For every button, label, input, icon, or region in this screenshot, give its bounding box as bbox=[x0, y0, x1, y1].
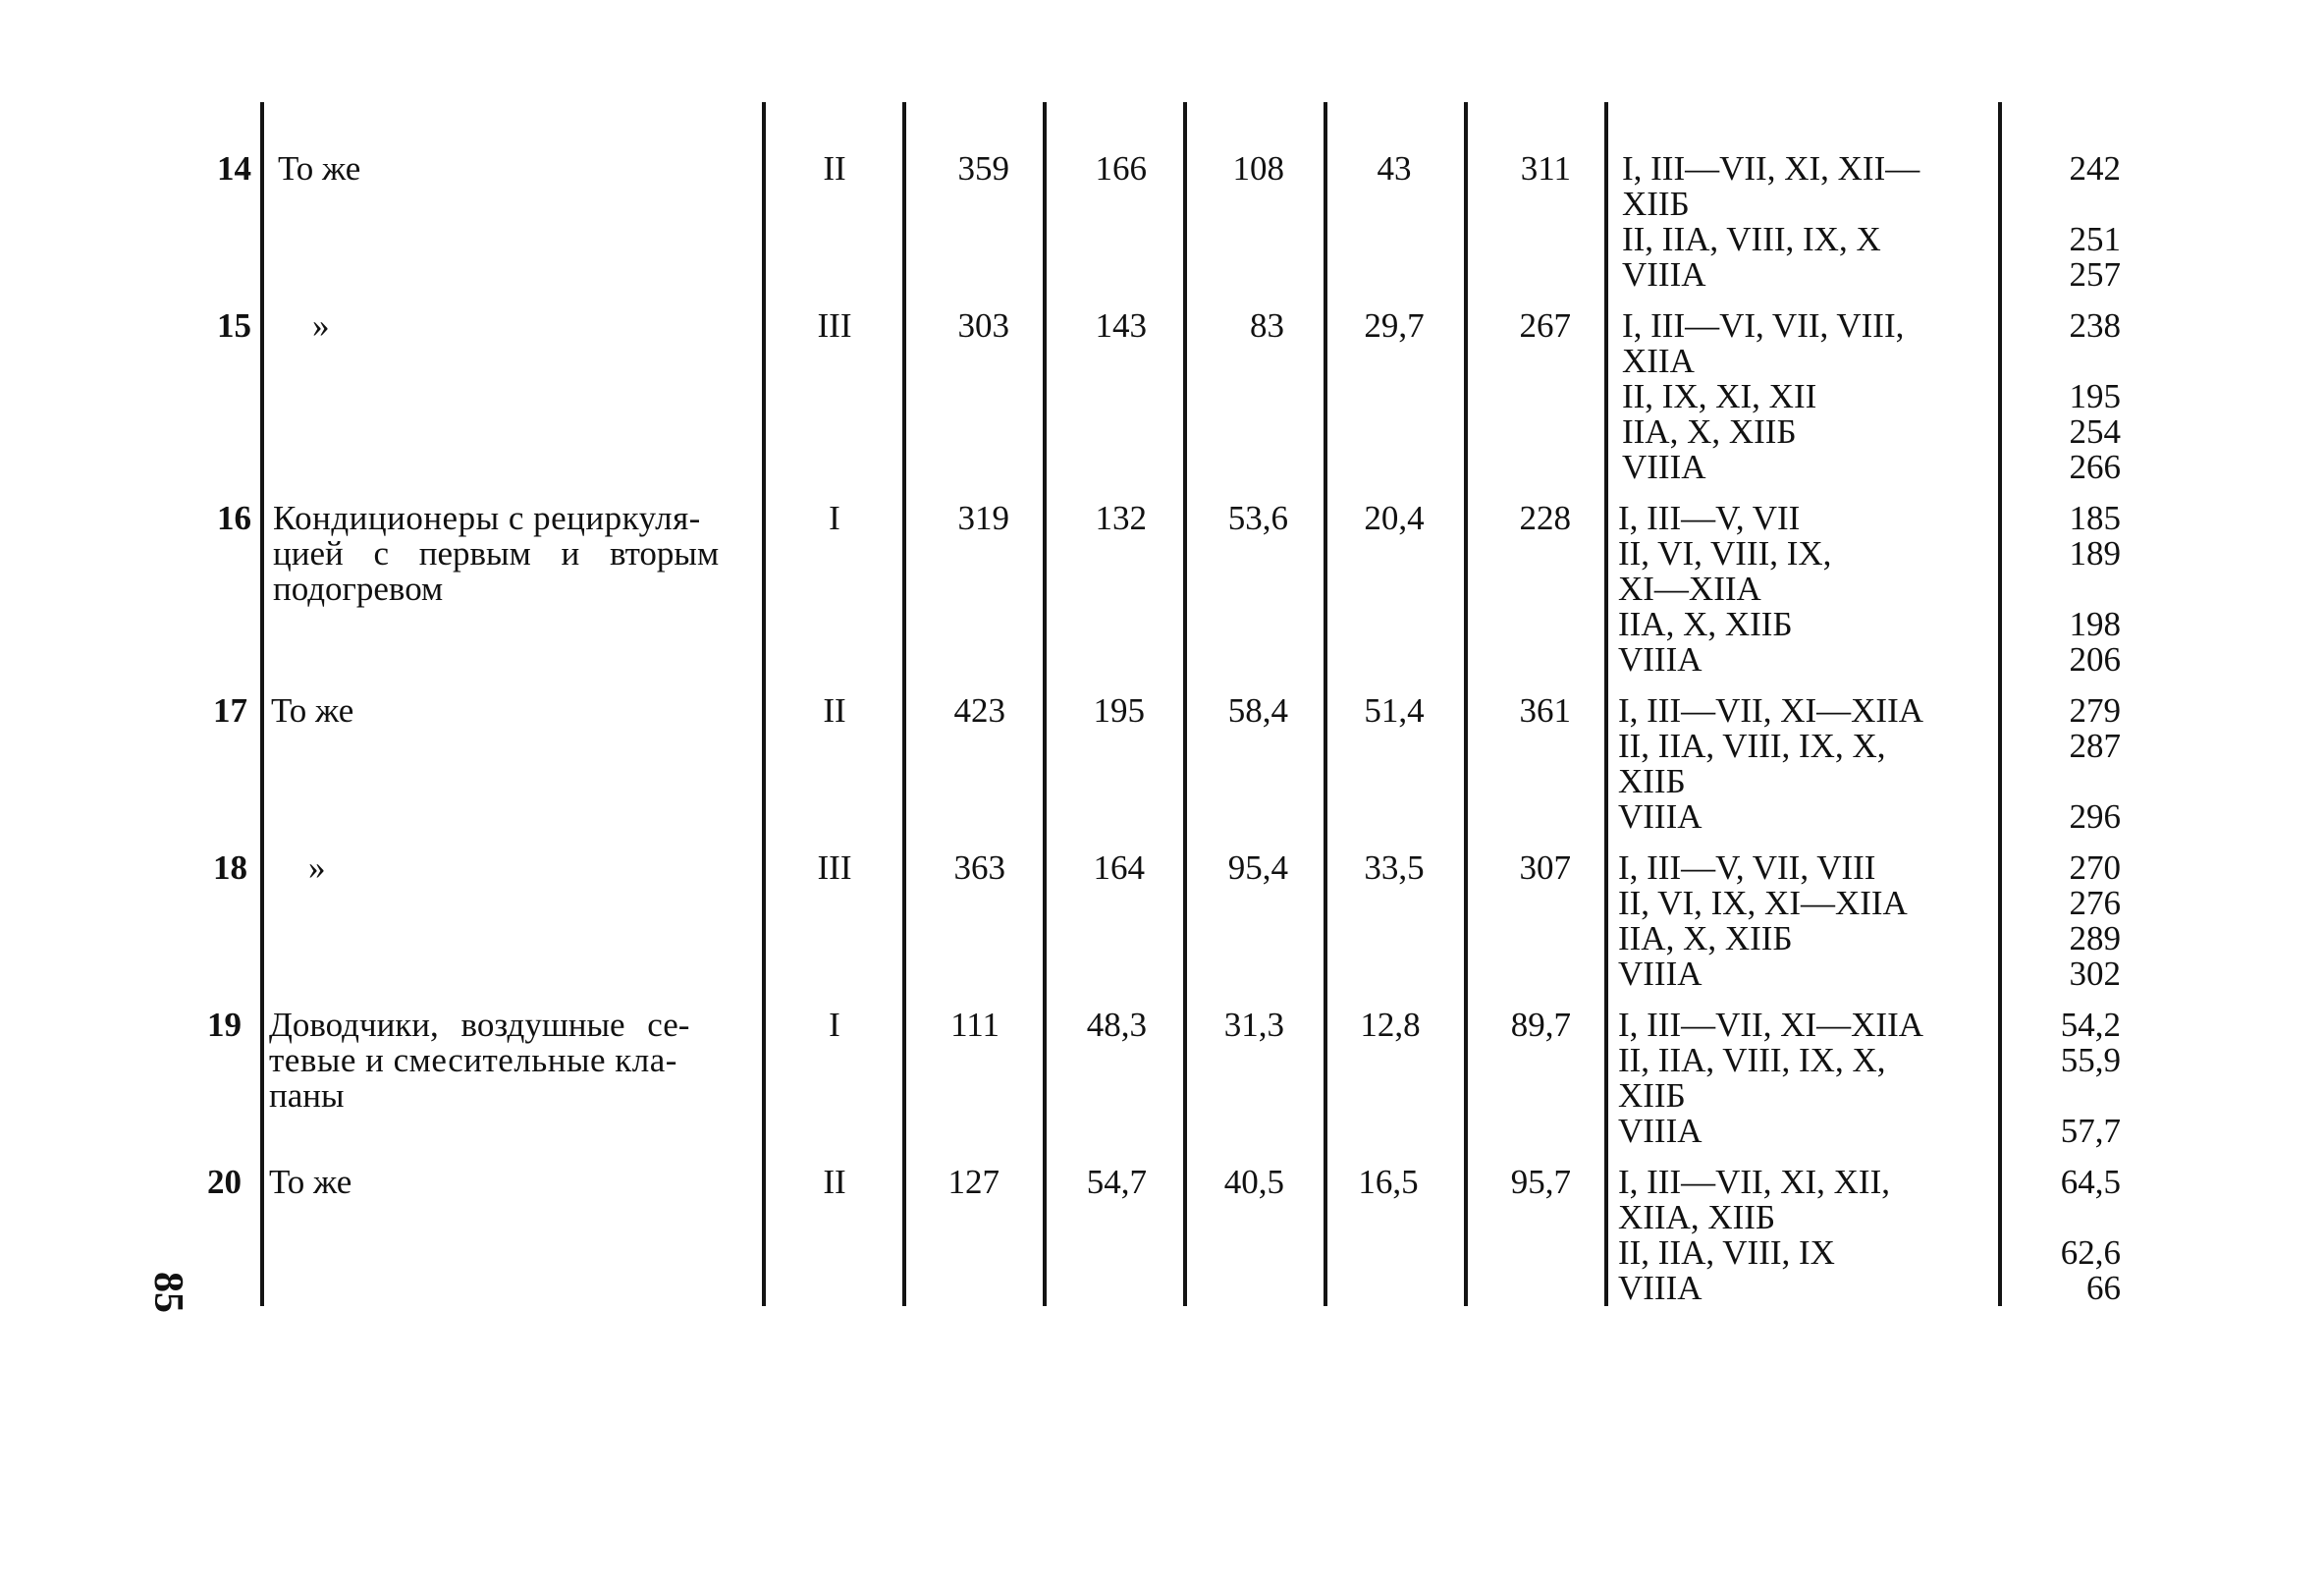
zone-value: 254 bbox=[2069, 412, 2121, 451]
zone-value bbox=[2023, 187, 2121, 222]
zone-line: I, III—V, VII bbox=[1618, 499, 1801, 537]
zone-list bbox=[1622, 308, 1987, 485]
zone-value: 57,7 bbox=[2060, 1112, 2121, 1150]
zone-line: XIIБ bbox=[1618, 1076, 1686, 1115]
row-class: III bbox=[817, 848, 852, 887]
zone-line: VIIIA bbox=[1618, 955, 1702, 993]
zone-value: 54,2 bbox=[2060, 1006, 2121, 1044]
zone-line: XIIБ bbox=[1622, 185, 1690, 223]
description-line: подогревом bbox=[273, 570, 444, 608]
zone-line: XI—XIIA bbox=[1618, 570, 1761, 608]
value-cell: 111 bbox=[950, 1006, 1000, 1044]
value-cell: 423 bbox=[953, 691, 1005, 730]
page-number: 85 bbox=[145, 1272, 190, 1313]
zone-line: II, IIA, VIII, IX bbox=[1618, 1233, 1835, 1272]
value-cell: 40,5 bbox=[1223, 1163, 1284, 1201]
zone-list bbox=[1618, 501, 1987, 678]
zone-value: 302 bbox=[2069, 955, 2121, 993]
zone-line: II, VI, IX, XI—XIIA bbox=[1618, 884, 1908, 922]
row-description: » bbox=[312, 306, 330, 345]
zone-values bbox=[2023, 850, 2121, 992]
column-rule bbox=[762, 102, 766, 1306]
zone-value: 266 bbox=[2069, 448, 2121, 486]
row-number: 17 bbox=[213, 691, 247, 730]
zone-value: 62,6 bbox=[2060, 1233, 2121, 1272]
zone-value: 206 bbox=[2069, 640, 2121, 679]
zone-line: VIIIA bbox=[1618, 1112, 1702, 1150]
value-cell: 166 bbox=[1095, 149, 1147, 188]
value-cell: 43 bbox=[1377, 149, 1412, 188]
value-cell: 267 bbox=[1519, 306, 1571, 345]
zone-values bbox=[2023, 308, 2121, 485]
column-rule bbox=[260, 102, 264, 1306]
row-description: То же bbox=[271, 691, 354, 730]
zone-values bbox=[2017, 1008, 2121, 1149]
zone-line: IIA, X, XIIБ bbox=[1622, 412, 1797, 451]
column-rule bbox=[1604, 102, 1608, 1306]
zone-line: IIA, X, XIIБ bbox=[1618, 919, 1793, 957]
zone-value: 287 bbox=[2069, 727, 2121, 765]
value-cell: 143 bbox=[1095, 306, 1147, 345]
zone-line: II, IIA, VIII, IX, X, bbox=[1618, 727, 1886, 765]
value-cell: 16,5 bbox=[1358, 1163, 1419, 1201]
description-line: паны bbox=[269, 1076, 345, 1115]
zone-value: 296 bbox=[2069, 797, 2121, 836]
zone-values bbox=[2023, 693, 2121, 835]
zone-list bbox=[1618, 693, 1987, 835]
zone-value bbox=[2023, 764, 2121, 799]
row-class: III bbox=[817, 306, 852, 345]
column-rule bbox=[1183, 102, 1187, 1306]
value-cell: 127 bbox=[947, 1163, 1000, 1201]
zone-line: VIIIA bbox=[1618, 640, 1702, 679]
value-cell: 83 bbox=[1250, 306, 1284, 345]
zone-line: XIIБ bbox=[1618, 762, 1686, 800]
row-class: II bbox=[823, 149, 846, 188]
row-description: » bbox=[308, 848, 326, 887]
value-cell: 51,4 bbox=[1364, 691, 1425, 730]
row-number: 16 bbox=[217, 499, 251, 537]
zone-line: I, III—VII, XI—XIIA bbox=[1618, 1006, 1924, 1044]
row-class: I bbox=[829, 1006, 840, 1044]
row-description bbox=[269, 1008, 740, 1114]
zone-value: 270 bbox=[2069, 848, 2121, 887]
value-cell: 311 bbox=[1520, 149, 1571, 188]
value-cell: 95,4 bbox=[1227, 848, 1288, 887]
value-cell: 29,7 bbox=[1364, 306, 1425, 345]
value-cell: 108 bbox=[1232, 149, 1284, 188]
zone-values bbox=[2023, 151, 2121, 293]
zone-value: 251 bbox=[2069, 220, 2121, 258]
value-cell: 33,5 bbox=[1364, 848, 1425, 887]
row-class: I bbox=[829, 499, 840, 537]
column-rule bbox=[1998, 102, 2002, 1306]
zone-values bbox=[2023, 501, 2121, 678]
value-cell: 228 bbox=[1519, 499, 1571, 537]
value-cell: 164 bbox=[1093, 848, 1145, 887]
value-cell: 359 bbox=[957, 149, 1009, 188]
zone-value: 238 bbox=[2069, 306, 2121, 345]
value-cell: 319 bbox=[957, 499, 1009, 537]
value-cell: 361 bbox=[1519, 691, 1571, 730]
zone-line: XIIA, XIIБ bbox=[1618, 1198, 1776, 1236]
zone-list bbox=[1618, 850, 1987, 992]
zone-value: 66 bbox=[2086, 1269, 2121, 1307]
row-class: II bbox=[823, 691, 846, 730]
description-line: цией с первым и вторым bbox=[273, 534, 720, 573]
zone-value: 276 bbox=[2069, 884, 2121, 922]
value-cell: 303 bbox=[957, 306, 1009, 345]
zone-list bbox=[1622, 151, 1987, 293]
zone-line: I, III—VII, XI, XII— bbox=[1622, 149, 1920, 188]
zone-value: 198 bbox=[2069, 605, 2121, 643]
value-cell: 20,4 bbox=[1364, 499, 1425, 537]
zone-line: VIIIA bbox=[1618, 797, 1702, 836]
value-cell: 53,6 bbox=[1227, 499, 1288, 537]
description-line: Доводчики, воздушные се- bbox=[269, 1006, 690, 1044]
zone-values bbox=[2017, 1165, 2121, 1306]
value-cell: 31,3 bbox=[1223, 1006, 1284, 1044]
zone-line: XIIA bbox=[1622, 342, 1695, 380]
row-number: 19 bbox=[207, 1006, 242, 1044]
zone-value bbox=[2017, 1078, 2121, 1114]
value-cell: 48,3 bbox=[1086, 1006, 1147, 1044]
zone-line: VIIIA bbox=[1622, 448, 1706, 486]
value-cell: 95,7 bbox=[1510, 1163, 1571, 1201]
value-cell: 307 bbox=[1519, 848, 1571, 887]
zone-value: 55,9 bbox=[2060, 1041, 2121, 1079]
value-cell: 54,7 bbox=[1086, 1163, 1147, 1201]
zone-line: II, IIA, VIII, IX, X, bbox=[1618, 1041, 1886, 1079]
zone-line: IIA, X, XIIБ bbox=[1618, 605, 1793, 643]
row-number: 18 bbox=[213, 848, 247, 887]
zone-line: VIIIA bbox=[1618, 1269, 1702, 1307]
row-number: 14 bbox=[217, 149, 251, 188]
value-cell: 12,8 bbox=[1360, 1006, 1421, 1044]
zone-line: II, IIA, VIII, IX, X bbox=[1622, 220, 1881, 258]
zone-value: 189 bbox=[2069, 534, 2121, 573]
row-number: 20 bbox=[207, 1163, 242, 1201]
zone-value: 185 bbox=[2069, 499, 2121, 537]
row-class: II bbox=[823, 1163, 846, 1201]
value-cell: 195 bbox=[1093, 691, 1145, 730]
zone-line: I, III—VI, VII, VIII, bbox=[1622, 306, 1905, 345]
value-cell: 363 bbox=[953, 848, 1005, 887]
column-rule bbox=[1324, 102, 1327, 1306]
zone-value: 257 bbox=[2069, 255, 2121, 294]
zone-line: I, III—V, VII, VIII bbox=[1618, 848, 1876, 887]
zone-value bbox=[2023, 344, 2121, 379]
zone-line: II, VI, VIII, IX, bbox=[1618, 534, 1832, 573]
zone-value: 195 bbox=[2069, 377, 2121, 415]
row-description: То же bbox=[269, 1163, 352, 1201]
zone-value bbox=[2023, 572, 2121, 607]
zone-value: 279 bbox=[2069, 691, 2121, 730]
row-description: То же bbox=[278, 149, 361, 188]
zone-list bbox=[1618, 1165, 1987, 1306]
zone-value: 289 bbox=[2069, 919, 2121, 957]
zone-line: I, III—VII, XI, XII, bbox=[1618, 1163, 1890, 1201]
zone-value: 64,5 bbox=[2060, 1163, 2121, 1201]
column-rule bbox=[902, 102, 906, 1306]
row-description bbox=[273, 501, 744, 607]
zone-line: II, IX, XI, XII bbox=[1622, 377, 1817, 415]
value-cell: 58,4 bbox=[1227, 691, 1288, 730]
zone-line: I, III—VII, XI—XIIA bbox=[1618, 691, 1924, 730]
zone-value: 242 bbox=[2069, 149, 2121, 188]
column-rule bbox=[1464, 102, 1468, 1306]
description-line: Кондиционеры с рециркуля- bbox=[273, 499, 701, 537]
value-cell: 89,7 bbox=[1510, 1006, 1571, 1044]
zone-value bbox=[2017, 1200, 2121, 1235]
row-number: 15 bbox=[217, 306, 251, 345]
description-line: тевые и смесительные кла- bbox=[269, 1041, 677, 1079]
zone-line: VIIIA bbox=[1622, 255, 1706, 294]
value-cell: 132 bbox=[1095, 499, 1147, 537]
zone-list bbox=[1618, 1008, 1987, 1149]
